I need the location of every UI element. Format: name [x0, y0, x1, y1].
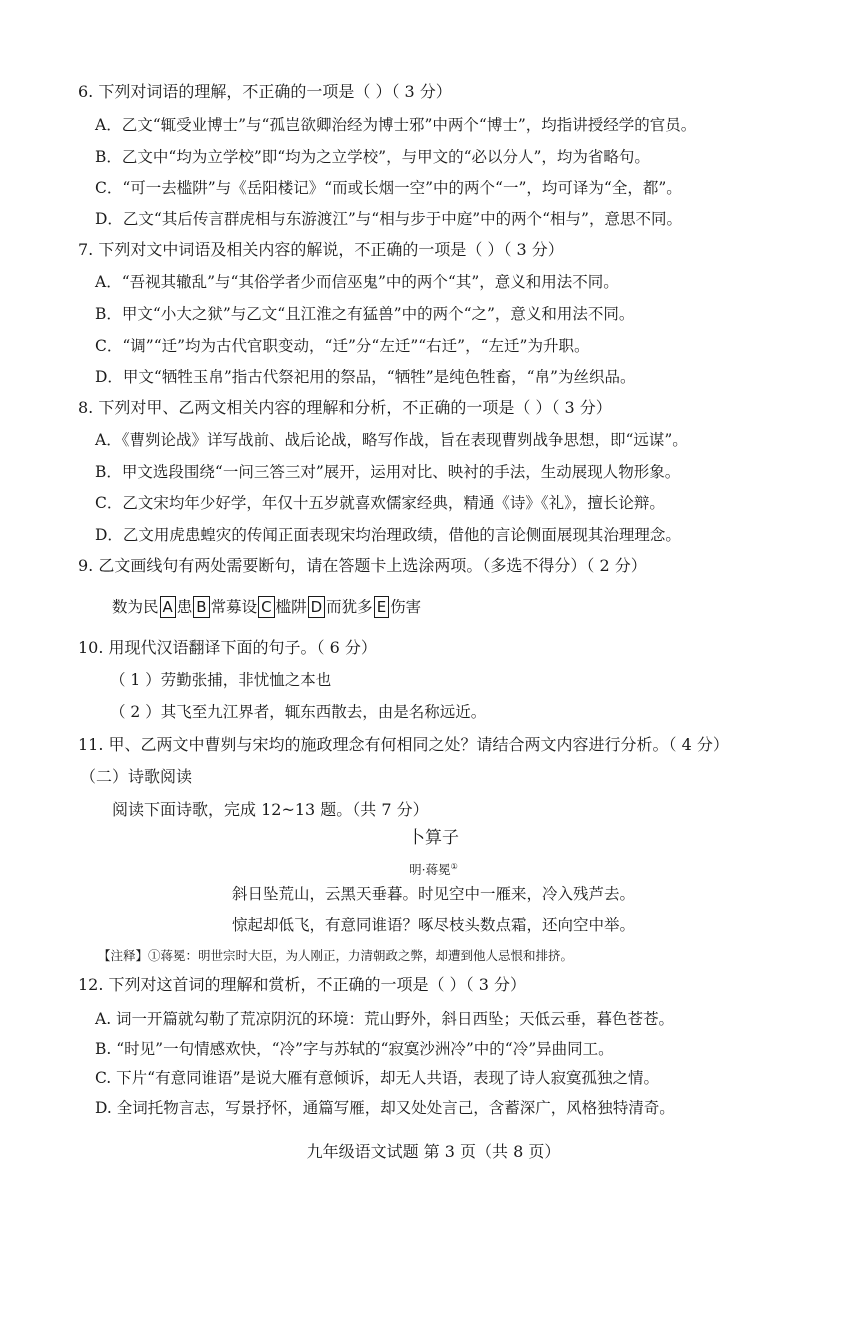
- poem-line-2: 惊起却低飞，有意同谁语？啄尽枝头数点霜，还向空中举。: [231, 916, 635, 934]
- poem-title: 卜算子: [408, 828, 459, 848]
- q9-break-c[interactable]: C: [258, 596, 274, 618]
- q12-option-a: A. 词一开篇就勾勒了荒凉阴沉的环境：荒山野外，斜日西坠；天低云垂，暮色苍苍。: [95, 1010, 675, 1028]
- q8-option-c: C．乙文宋均年少好学，年仅十五岁就喜欢儒家经典，精通《诗》《礼》，擅长论辩。: [95, 494, 665, 512]
- q8-option-a: A．《曹刿论战》详写战前、战后论战，略写作战，旨在表现曹刿战争思想，即“远谋”。: [95, 431, 688, 449]
- section-intro: 阅读下面诗歌，完成 12~13 题。（共 7 分）: [112, 800, 429, 819]
- q12-stem: 12. 下列对这首词的理解和赏析，不正确的一项是（ ）（ 3 分）: [78, 975, 526, 994]
- q7-option-b: B．甲文“小大之狱”与乙文“且江淮之有猛兽”中的两个“之”，意义和用法不同。: [95, 305, 635, 323]
- q9-segment: 槛阱: [275, 598, 307, 616]
- q10-stem: 10. 用现代汉语翻译下面的句子。（ 6 分）: [78, 638, 377, 657]
- q9-break-a[interactable]: A: [160, 596, 176, 618]
- poem-author: 明·蒋冕①: [409, 862, 458, 878]
- q10-item-1: （ 1 ）劳勤张捕，非忧恤之本也: [110, 671, 332, 689]
- poem-line-1: 斜日坠荒山，云黑天垂暮。时见空中一雁来，冷入残芦去。: [231, 885, 635, 903]
- q9-stem: 9. 乙文画线句有两处需要断句，请在答题卡上选涂两项。（多选不得分）（ 2 分）: [78, 556, 647, 575]
- q9-break-b[interactable]: B: [193, 596, 209, 618]
- q12-option-b: B. “时见”一句情感欢快，“冷”字与苏轼的“寂寞沙洲冷”中的“冷”异曲同工。: [95, 1040, 614, 1058]
- q9-segment: 常募设: [210, 598, 258, 616]
- q9-break-d[interactable]: D: [308, 596, 326, 618]
- q6-stem: 6. 下列对词语的理解，不正确的一项是（ ）（ 3 分）: [78, 82, 452, 101]
- q6-option-d: D．乙文“其后传言群虎相与东游渡江”与“相与步于中庭”中的两个“相与”，意思不同。: [95, 210, 682, 228]
- q12-option-c: C. 下片“有意同谁语”是说大雁有意倾诉，却无人共语，表现了诗人寂寞孤独之情。: [95, 1069, 660, 1087]
- q9-segment: 患: [176, 598, 193, 616]
- page-footer: 九年级语文试题 第 3 页（共 8 页）: [306, 1142, 561, 1161]
- q12-option-d: D. 全词托物言志，写景抒怀，通篇写雁，却又处处言己，含蓄深广，风格独特清奇。: [95, 1099, 675, 1117]
- section-heading: （二）诗歌阅读: [80, 767, 193, 786]
- q6-option-c: C．“可一去槛阱”与《岳阳楼记》“而或长烟一空”中的两个“一”，均可译为“全，都”。: [95, 179, 682, 197]
- q7-option-a: A．“吾视其辙乱”与“其俗学者少而信巫鬼”中的两个“其”，意义和用法不同。: [95, 273, 619, 291]
- q11-stem: 11. 甲、乙两文中曹刿与宋均的施政理念有何相同之处？请结合两文内容进行分析。（ 4 分）: [78, 735, 729, 754]
- q10-item-2: （ 2 ）其飞至九江界者，辄东西散去，由是名称远近。: [110, 703, 487, 721]
- poem-note: 【注释】①蒋冕：明世宗时大臣，为人刚正，力清朝政之弊，却遭到他人忌恨和排挤。: [98, 948, 574, 963]
- q8-option-d: D．乙文用虎患蝗灾的传闻正面表现宋均治理政绩，借他的言论侧面展现其治理理念。: [95, 526, 681, 544]
- footnote-mark: ①: [450, 862, 458, 871]
- q9-segment: 数为民: [112, 598, 159, 616]
- q7-option-c: C．“调”“迁”均为古代官职变动，“迁”分“左迁”“右迁”，“左迁”为升职。: [95, 337, 590, 355]
- q9-sentence-with-breaks: [112, 596, 421, 618]
- q8-option-b: B．甲文选段围绕“一问三答三对”展开，运用对比、映衬的手法，生动展现人物形象。: [95, 463, 681, 481]
- q8-stem: 8. 下列对甲、乙两文相关内容的理解和分析，不正确的一项是（ ）（ 3 分）: [78, 398, 612, 417]
- q6-option-b: B．乙文中“均为立学校”即“均为之立学校”，与甲文的“必以分人”，均为省略句。: [95, 148, 650, 166]
- q9-break-e[interactable]: E: [374, 596, 389, 618]
- q9-segment: 而犹多: [326, 598, 373, 616]
- q6-option-a: A．乙文“辄受业博士”与“孤岂欲卿治经为博士邪”中两个“博士”，均指讲授经学的官员。: [95, 116, 697, 134]
- q7-option-d: D．甲文“牺牲玉帛”指古代祭祀用的祭品，“牺牲”是纯色牲畜，“帛”为丝织品。: [95, 368, 636, 386]
- q7-stem: 7. 下列对文中词语及相关内容的解说，不正确的一项是（ ）（ 3 分）: [78, 240, 564, 259]
- q9-segment: 伤害: [390, 598, 422, 616]
